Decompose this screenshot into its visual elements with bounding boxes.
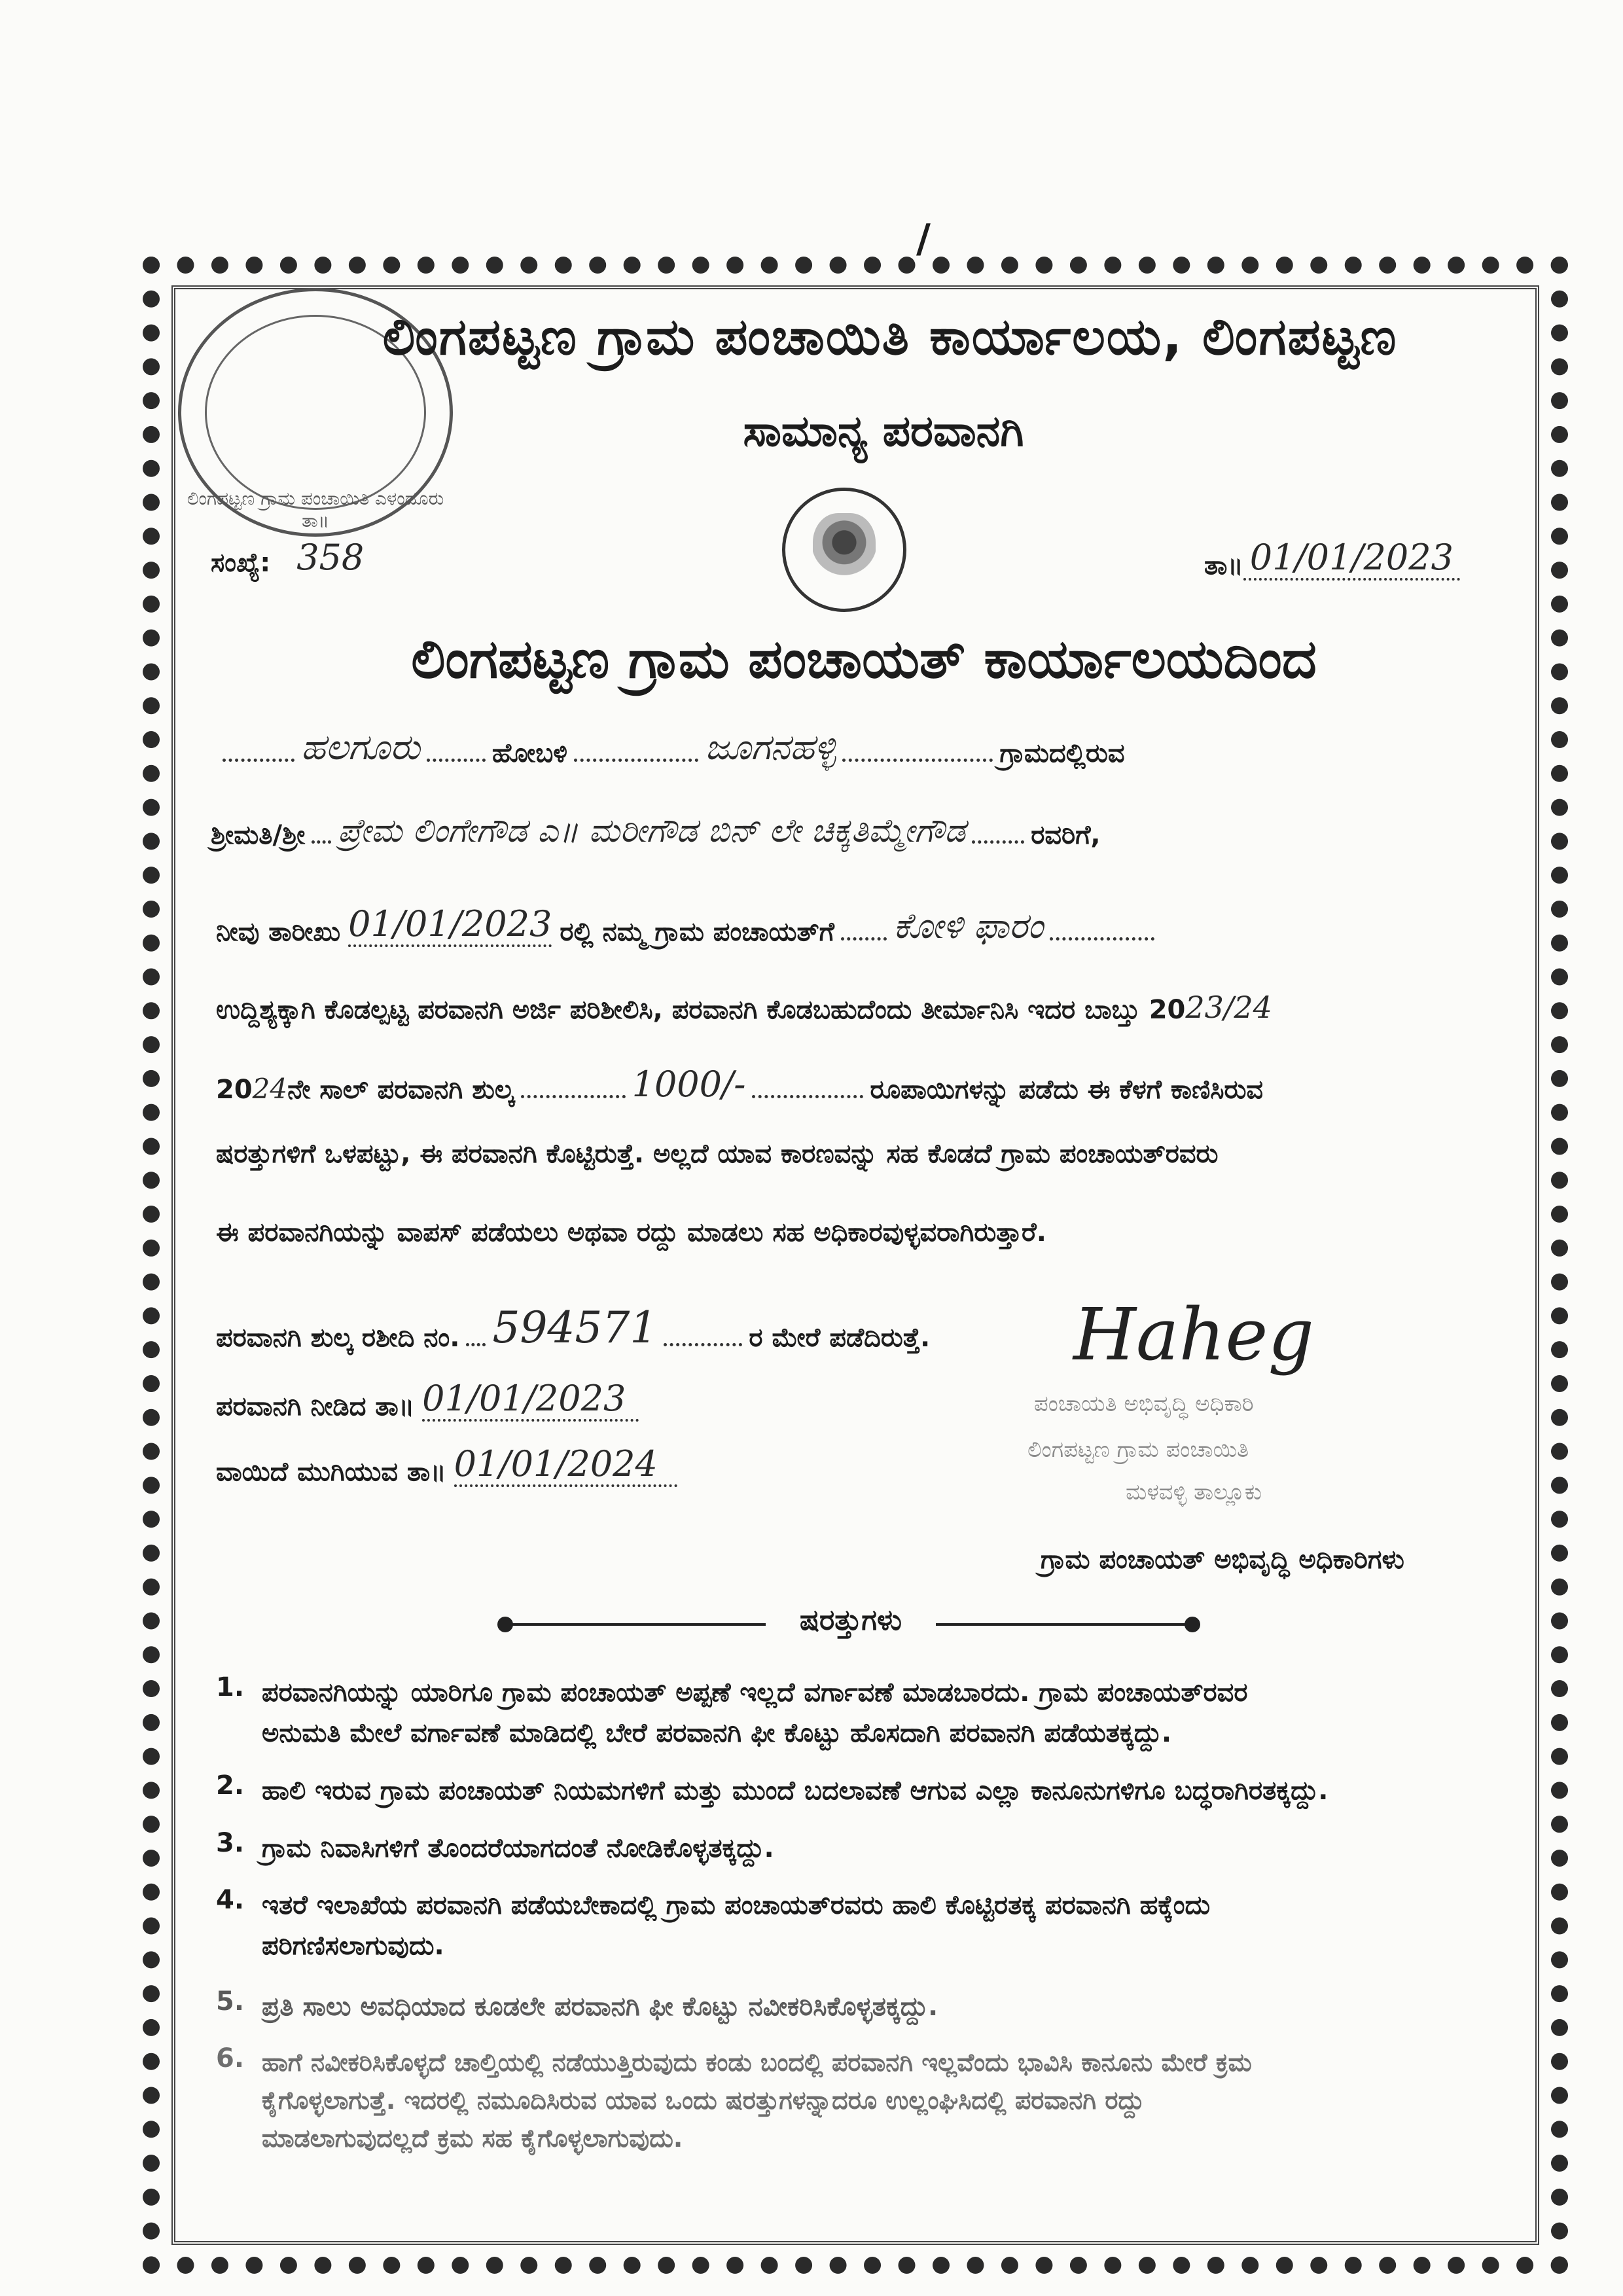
application-date: 01/01/2023 (348, 903, 552, 947)
reference-number-label: ಸಂಖ್ಯೆ: (211, 548, 271, 578)
hobli-line (216, 726, 1125, 768)
name-label: ಶ್ರೀಮತಿ/ಶ್ರೀ (211, 820, 306, 850)
condition-item (216, 1672, 1499, 1753)
date-prefix: ನೀವು ತಾರೀಖು (216, 917, 341, 947)
conditions-title: ಷರತ್ತುಗಳು (766, 1604, 936, 1637)
condition-number: 6. (216, 2043, 245, 2073)
date-line (216, 903, 1161, 947)
from-line: ಲಿಂಗಪಟ್ಟಣ ಗ್ರಾಮ ಪಂಚಾಯತ್ ಕಾರ್ಯಾಲಯದಿಂದ (411, 628, 1317, 691)
condition-item (216, 2043, 1499, 2157)
fee-receipt-value: 594571 (492, 1302, 658, 1353)
stamp-line-1: ಪಂಚಾಯತಿ ಅಭಿವೃದ್ಧಿ ಅಧಿಕಾರಿ (1034, 1391, 1254, 1417)
condition-text: ಪ್ರತಿ ಸಾಲು ಅವಧಿಯಾದ ಕೂಡಲೇ ಪರವಾನಗಿ ಫೀ ಕೊಟ್ಟು ನವೀಕರಿಸಿಕೊಳ್ಳತಕ್ಕದ್ದು. (262, 1992, 938, 2022)
top-mark: / (916, 216, 931, 262)
license-type: ಸಾಮಾನ್ಯ ಪರವಾನಗಿ (743, 406, 1024, 456)
issue-date-value: 01/01/2023 (422, 1378, 639, 1422)
line-5-mid: ನೇ ಸಾಲ್ ಪರವಾನಗಿ ಶುಲ್ಕ (287, 1075, 514, 1105)
expiry-date-label: ವಾಯಿದೆ ಮುಗಿಯುವ ತಾ॥ (216, 1457, 446, 1487)
purpose-value: ಕೋಳಿ ಫಾರಂ (893, 905, 1044, 946)
office-title: ಲಿಂಗಪಟ್ಟಣ ಗ್ರಾಮ ಪಂಚಾಯಿತಿ ಕಾರ್ಯಾಲಯ, ಲಿಂಗಪಟ್ಟಣ (382, 308, 1398, 367)
line-6: ಷರತ್ತುಗಳಿಗೆ ಒಳಪಟ್ಟು, ಈ ಪರವಾನಗಿ ಕೊಟ್ಟಿರುತ್ತೆ. ಅಲ್ಲದೆ ಯಾವ ಕಾರಣವನ್ನು ಸಹ ಕೊಡದೆ ಗ್ರಾಮ ಪಂಚಾಯತ್‌ರವರು (216, 1139, 1219, 1169)
condition-item (216, 1770, 1499, 1811)
hobli-label: ಹೋಬಳಿ (491, 738, 568, 768)
expiry-date (216, 1443, 677, 1487)
condition-number: 1. (216, 1672, 245, 1702)
conditions-heading (497, 1604, 1204, 1643)
condition-number: 2. (216, 1770, 245, 1801)
fee-receipt-suffix: ರ ಮೇರೆ ಪಡೆದಿರುತ್ತೆ. (749, 1323, 931, 1353)
line-5-suffix: ರೂಪಾಯಿಗಳನ್ನು ಪಡೆದು ಈ ಕೆಳಗೆ ಕಾಣಿಸಿರುವ (870, 1075, 1264, 1105)
line-7: ಈ ಪರವಾನಗಿಯನ್ನು ವಾಪಸ್ ಪಡೆಯಲು ಅಥವಾ ರದ್ದು ಮಾಡಲು ಸಹ ಅಧಿಕಾರವುಳ್ಳವರಾಗಿರುತ್ತಾರೆ. (216, 1217, 1046, 1247)
condition-number: 5. (216, 1986, 245, 2017)
village-value: ಜೂಗನಹಳ್ಳಿ (705, 726, 836, 768)
fee-value: 1000/- (632, 1064, 746, 1105)
condition-text: ಪರವಾನಗಿಯನ್ನು ಯಾರಿಗೂ ಗ್ರಾಮ ಪಂಚಾಯತ್ ಅಪ್ಪಣೆ ಇಲ್ಲದೆ ವರ್ಗಾವಣೆ ಮಾಡಬಾರದು. ಗ್ರಾಮ ಪಂಚಾಯತ್‌ರವರ ಅನುಮತಿ ಮೇಲೆ ವರ್ಗಾವಣೆ ಮಾಡಿದಲ್ಲಿ ಬೇರೆ ಪರವಾನಗಿ ಫೀ ಕೊಟ್ಟು ಹೊಸದಾಗಿ ಪರವಾನಗಿ ಪಡೆಯತಕ್ಕದ್ದು. (262, 1677, 1248, 1748)
line-5-prefix: 20 (216, 1075, 253, 1105)
officer-signature: Haheg (1073, 1293, 1314, 1376)
officer-title: ಗ್ರಾಮ ಪಂಚಾಯತ್ ಅಭಿವೃದ್ಧಿ ಅಧಿಕಾರಿಗಳು (1041, 1545, 1404, 1575)
fee-receipt-label: ಪರವಾನಗಿ ಶುಲ್ಕ ರಶೀದಿ ನಂ. (216, 1323, 460, 1353)
state-emblem-icon (782, 488, 906, 612)
date-suffix: ರಲ್ಲಿ ನಮ್ಮ ಗ್ರಾಮ ಪಂಚಾಯತ್‌ಗೆ (560, 917, 834, 947)
name-value: ಪ್ರೇಮ ಲಿಂಗೇಗೌಡ ಎ॥ ಮರೀಗೌಡ ಬಿನ್ ಲೇ ಚಿಕ್ಕತಿಮ್ಮೇಗೌಡ (338, 812, 966, 850)
reference-date-value: 01/01/2023 (1243, 537, 1460, 581)
name-line (211, 812, 1101, 850)
condition-item (216, 1885, 1499, 1966)
year-value: 23/24 (1185, 990, 1272, 1025)
condition-text: ಹಾಗೆ ನವೀಕರಿಸಿಕೊಳ್ಳದೆ ಚಾಲ್ತಿಯಲ್ಲಿ ನಡೆಯುತ್ತಿರುವುದು ಕಂಡು ಬಂದಲ್ಲಿ ಪರವಾನಗಿ ಇಲ್ಲವೆಂದು ಭಾವಿಸಿ ಕಾನೂನು ಮೇರೆ ಕ್ರಮ ಕೈಗೊಳ್ಳಲಾಗುತ್ತೆ. ಇದರಲ್ಲಿ ನಮೂದಿಸಿರುವ ಯಾವ ಒಂದು ಷರತ್ತುಗಳನ್ನಾದರೂ ಉಲ್ಲಂಘಿಸಿದಲ್ಲಿ ಪರವಾನಗಿ ರದ್ದು ಮಾಡಲಾಗುವುದಲ್ಲದೆ ಕ್ರಮ ಸಹ ಕೈಗೊಳ್ಳಲಾಗುವುದು. (262, 2048, 1252, 2153)
reference-date-label: ತಾ॥ (1204, 550, 1243, 581)
reference-number-value: 358 (296, 537, 365, 578)
line-4 (216, 990, 1272, 1025)
condition-text: ಹಾಲಿ ಇರುವ ಗ್ರಾಮ ಪಂಚಾಯತ್ ನಿಯಮಗಳಿಗೆ ಮತ್ತು ಮುಂದೆ ಬದಲಾವಣೆ ಆಗುವ ಎಲ್ಲಾ ಕಾನೂನುಗಳಿಗೂ ಬದ್ಧರಾಗಿರತಕ್ಕದ್ದು. (262, 1776, 1329, 1806)
condition-item (216, 1986, 1499, 2027)
condition-text: ಇತರೆ ಇಲಾಖೆಯ ಪರವಾನಗಿ ಪಡೆಯಬೇಕಾದಲ್ಲಿ ಗ್ರಾಮ ಪಂಚಾಯತ್‌ರವರು ಹಾಲಿ ಕೊಟ್ಟಿರತಕ್ಕ ಪರವಾನಗಿ ಹಕ್ಕೆಂದು ಪರಿಗಣಿಸಲಾಗುವುದು. (262, 1890, 1211, 1961)
issue-date (216, 1378, 639, 1422)
condition-text: ಗ್ರಾಮ ನಿವಾಸಿಗಳಿಗೆ ತೊಂದರೆಯಾಗದಂತೆ ನೋಡಿಕೊಳ್ಳತಕ್ಕದ್ದು. (262, 1833, 774, 1863)
condition-item (216, 1828, 1499, 1869)
reference-date (1204, 537, 1460, 581)
name-suffix: ರವರಿಗೆ, (1031, 820, 1101, 850)
hobli-value: ಹಲಗೂರು (301, 726, 420, 768)
line-5 (216, 1064, 1263, 1105)
line-5-year: 24 (252, 1073, 288, 1105)
reference-number (211, 537, 364, 578)
line-4-text: ಉದ್ದಿಶ್ಯಕ್ಕಾಗಿ ಕೊಡಲ್ಪಟ್ಟ ಪರವಾನಗಿ ಅರ್ಜಿ ಪರಿಶೀಲಿಸಿ, ಪರವಾನಗಿ ಕೊಡಬಹುದೆಂದು ತೀರ್ಮಾನಿಸಿ ಇದರ ಬಾಬ್ತು 20 (216, 995, 1186, 1025)
condition-number: 3. (216, 1828, 245, 1858)
expiry-date-value: 01/01/2024 (454, 1443, 677, 1487)
stamp-line-3: ಮಳವಳ್ಳಿ ತಾಲ್ಲೂಕು (1126, 1479, 1262, 1505)
condition-number: 4. (216, 1885, 245, 1915)
seal-text: ಲಿಂಗಪಟ್ಟಣ ಗ್ರಾಮ ಪಂಚಾಯಿತಿ ಎಳಂದೂರು ತಾ॥ (187, 488, 444, 531)
fee-receipt (216, 1302, 930, 1353)
issue-date-label: ಪರವಾನಗಿ ನೀಡಿದ ತಾ॥ (216, 1391, 415, 1422)
stamp-line-2: ಲಿಂಗಪಟ್ಟಣ ಗ್ರಾಮ ಪಂಚಾಯಿತಿ (1027, 1437, 1249, 1463)
village-suffix: ಗ್ರಾಮದಲ್ಲಿರುವ (999, 738, 1125, 768)
